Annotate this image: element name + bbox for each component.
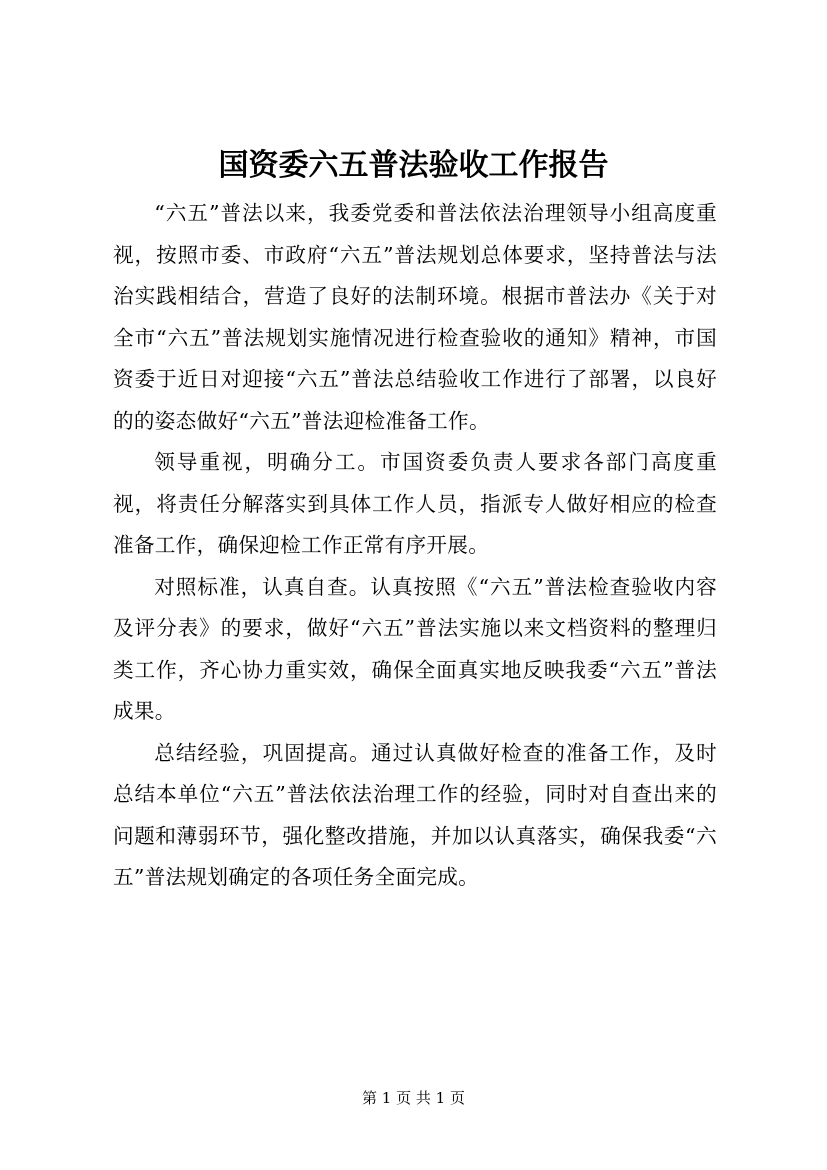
document-body (113, 193, 717, 899)
paragraph-intro: “六五”普法以来，我委党委和普法依法治理领导小组高度重视，按照市委、市政府“六五”普法规划总体要求，坚持普法与法治实践相结合，营造了良好的法制环境。根据市普法办《关于对全市“六五”普法规划实施情况进行检查验收的通知》精神，市国资委于近日对迎接“六五”普法总结验收工作进行了部署，以良好的的姿态做好“六五”普法迎检准备工作。 (113, 201, 717, 433)
document-title: 国资委六五普法验收工作报告 (218, 148, 609, 183)
paragraph-self-check: 对照标准，认真自查。认真按照《“六五”普法检查验收内容及评分表》的要求，做好“六五”普法实施以来文档资料的整理归类工作，齐心协力重实效，确保全面真实地反映我委“六五”普法成果。 (113, 574, 717, 723)
paragraph-summary: 总结经验，巩固提高。通过认真做好检查的准备工作，及时总结本单位“六五”普法依法治理工作的经验，同时对自查出来的问题和薄弱环节，强化整改措施，并加以认真落实，确保我委“六五”普法规划确定的各项任务全面完成。 (113, 740, 717, 889)
page-footer: 第 1 页 共 1 页 (362, 1089, 465, 1107)
paragraph-leadership: 领导重视，明确分工。市国资委负责人要求各部门高度重视，将责任分解落实到具体工作人员，指派专人做好相应的检查准备工作，确保迎检工作正常有序开展。 (113, 450, 717, 557)
